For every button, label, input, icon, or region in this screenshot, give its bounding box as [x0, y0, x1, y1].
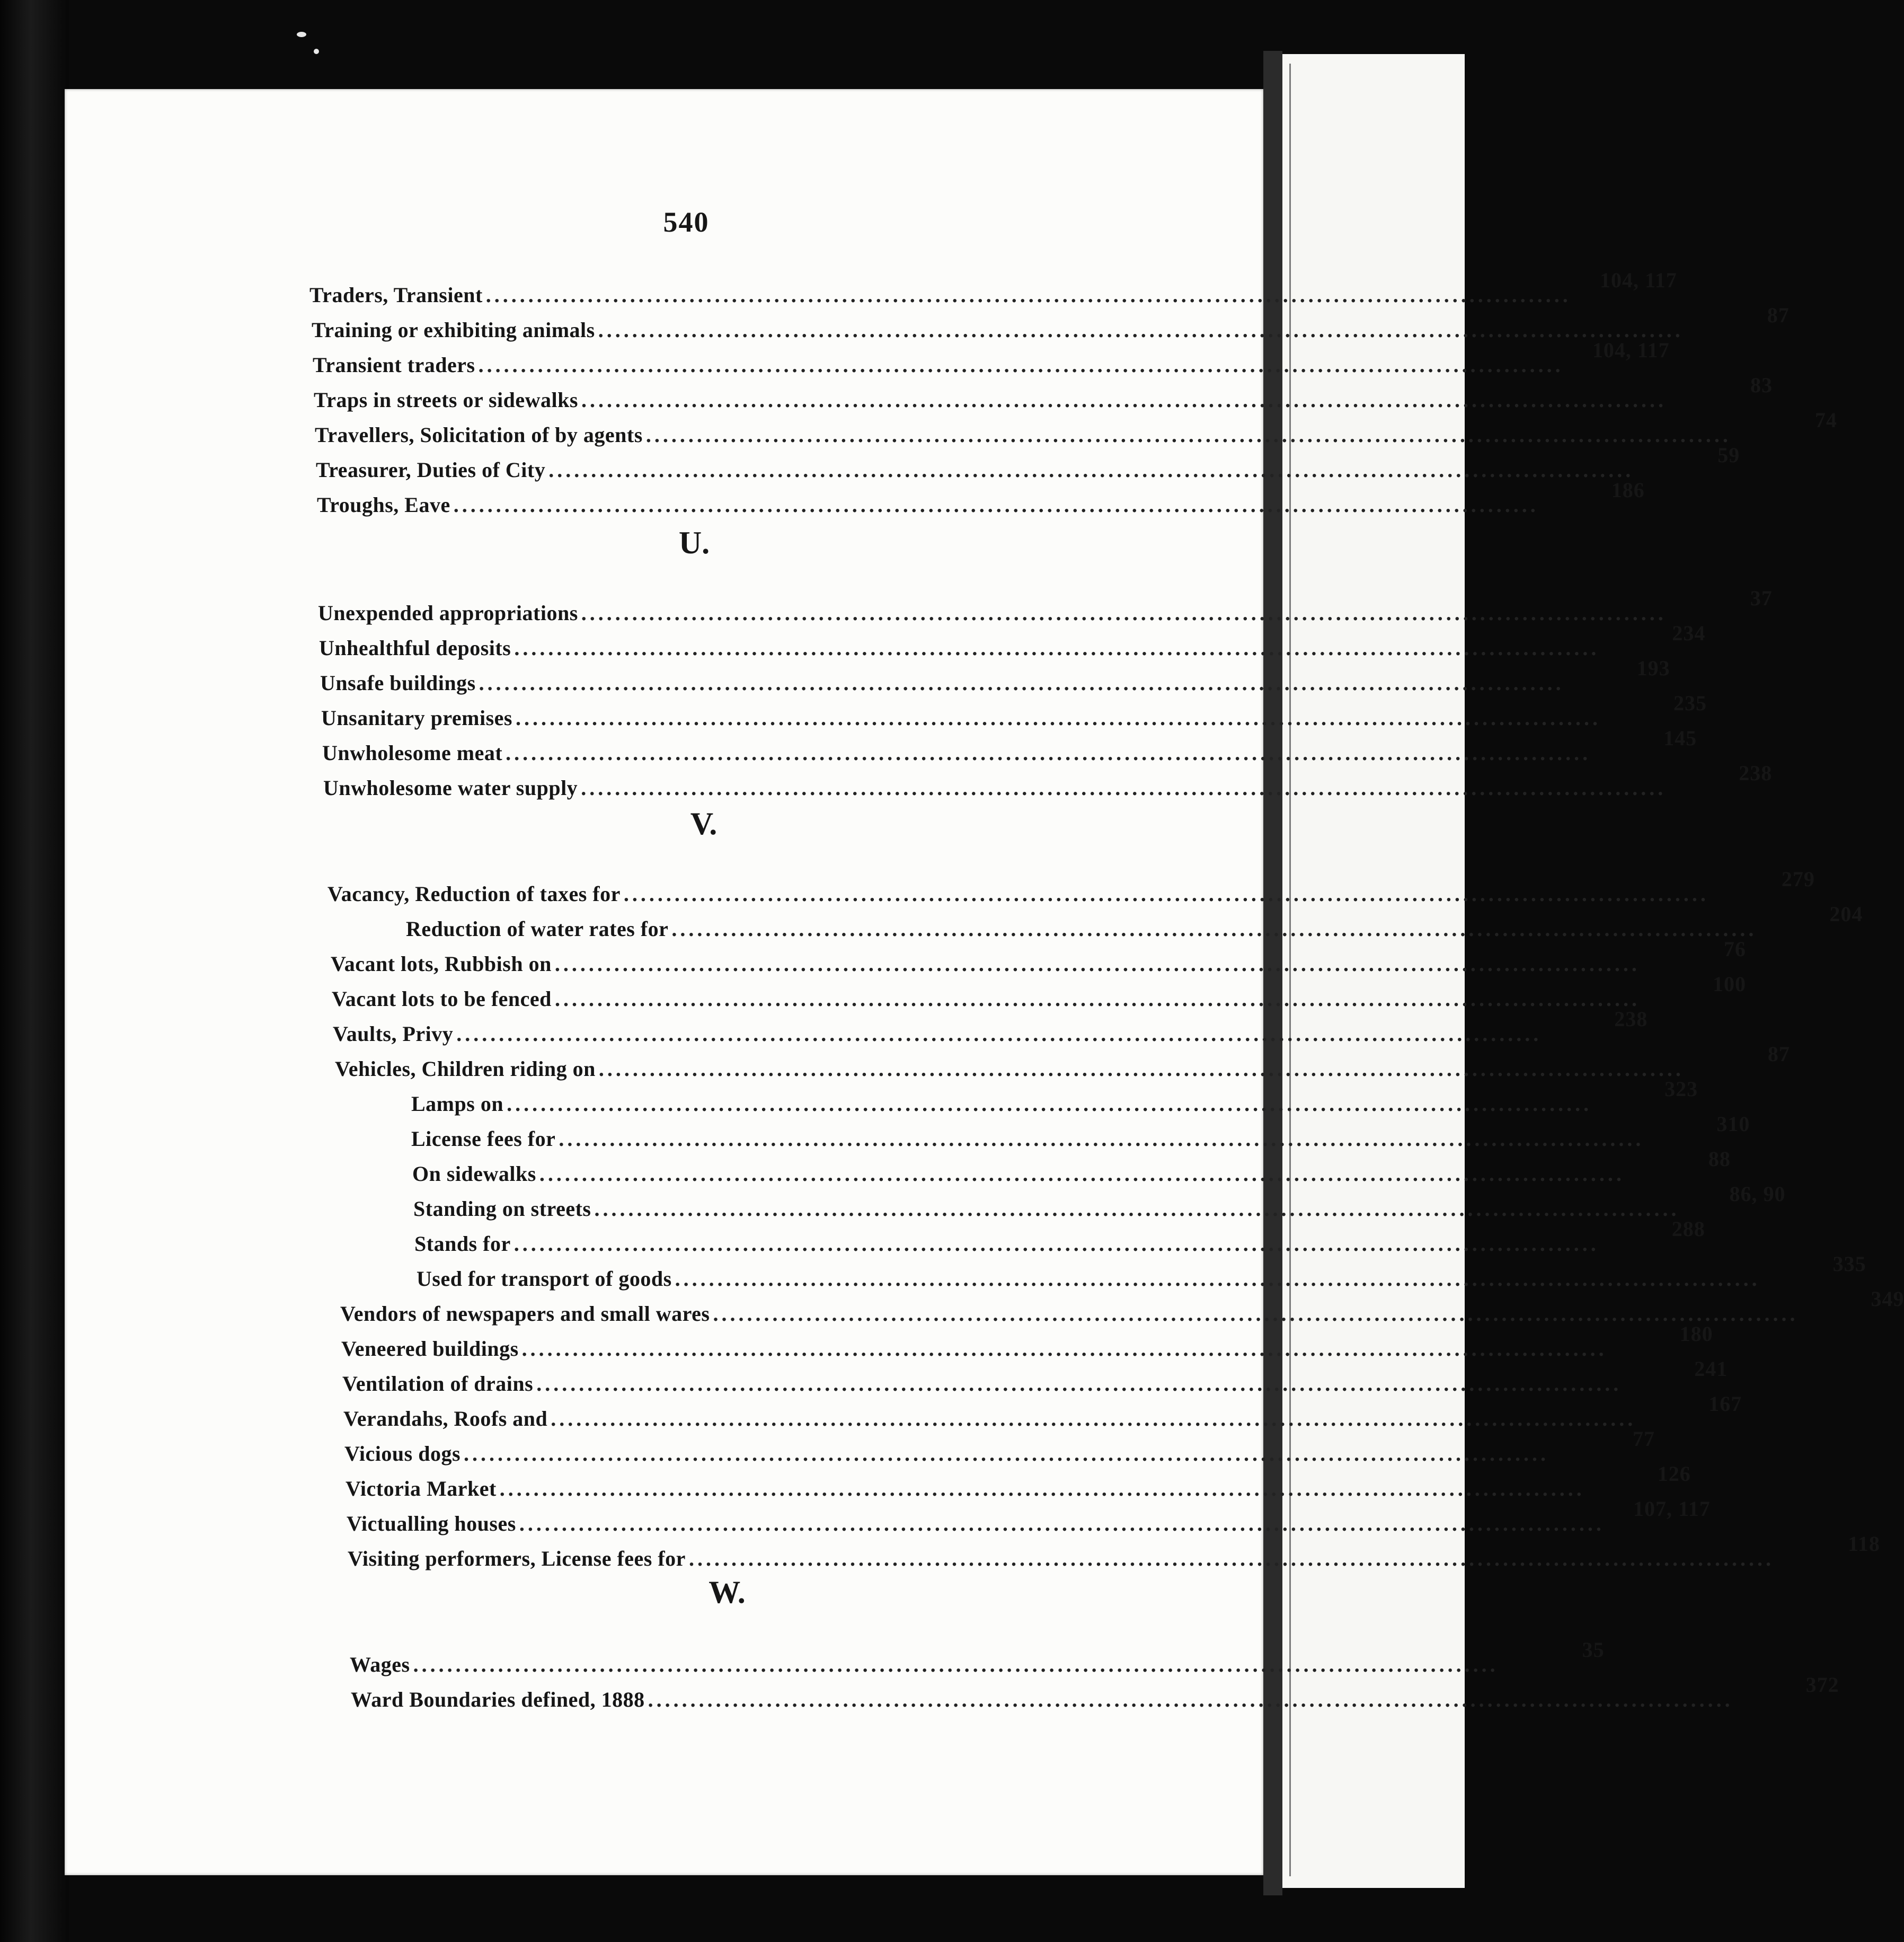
- page-reference: 167: [1708, 1392, 1742, 1416]
- dot-leader: ................................................................................................................................: [594, 1197, 1680, 1221]
- index-term: Traps in streets or sidewalks: [314, 388, 578, 412]
- dot-leader: ................................................................................................................................: [499, 1477, 1585, 1500]
- index-entry: [331, 937, 1746, 976]
- dot-leader: ................................................................................................................................: [581, 776, 1667, 800]
- index-entry: [348, 1532, 1880, 1571]
- dot-leader: ................................................................................................................................: [581, 601, 1667, 625]
- index-entry: [411, 1112, 1750, 1151]
- index-entry: [312, 303, 1790, 342]
- index-term: Vacant lots, Rubbish on: [331, 952, 552, 976]
- index-entry: [414, 1217, 1705, 1256]
- index-term: Unsafe buildings: [320, 671, 476, 695]
- index-entry: [341, 1322, 1713, 1361]
- index-entry: [314, 373, 1773, 412]
- index-term: Traders, Transient: [309, 283, 483, 307]
- dot-leader: ................................................................................................................................: [554, 987, 1640, 1011]
- dot-leader: ................................................................................................................................: [688, 1547, 1774, 1570]
- page-reference: 74: [1814, 408, 1837, 432]
- index-term: Wages: [350, 1653, 410, 1676]
- page-reference: 76: [1723, 937, 1746, 961]
- index-term: Stands for: [414, 1232, 511, 1256]
- dot-leader: ................................................................................................................................: [515, 706, 1601, 730]
- index-entry: [315, 408, 1837, 447]
- dot-leader: ................................................................................................................................: [464, 1442, 1549, 1466]
- dot-leader: ................................................................................................................................: [548, 458, 1634, 482]
- page-number: 540: [663, 206, 710, 238]
- page-reference: 180: [1679, 1322, 1713, 1346]
- index-term: Unhealthful deposits: [319, 636, 511, 660]
- dot-leader: ................................................................................................................................: [598, 318, 1684, 342]
- scan-speck: [297, 32, 306, 37]
- index-term: Vaults, Privy: [333, 1022, 454, 1046]
- page-reference: 87: [1767, 303, 1790, 327]
- index-term: Transient traders: [313, 353, 475, 377]
- index-entry: [320, 656, 1670, 695]
- dot-leader: ................................................................................................................................: [485, 283, 1571, 307]
- page-reference: 238: [1739, 761, 1773, 785]
- index-entry: [319, 621, 1706, 660]
- index-term: Unsanitary premises: [321, 706, 512, 730]
- page-reference: 126: [1657, 1462, 1691, 1486]
- index-entry: [321, 691, 1707, 730]
- index-entry: [318, 586, 1773, 625]
- dot-leader: ................................................................................................................................: [513, 1232, 1599, 1256]
- page-reference: 118: [1848, 1532, 1880, 1556]
- index-term: Vacant lots to be fenced: [332, 987, 552, 1011]
- index-term: Standing on streets: [413, 1197, 591, 1221]
- page-reference: 35: [1582, 1638, 1605, 1662]
- page-reference: 288: [1671, 1217, 1705, 1241]
- dot-leader: ................................................................................................................................: [559, 1127, 1644, 1151]
- scan-spine-shadow: [0, 0, 69, 1942]
- page-reference: 234: [1672, 621, 1706, 645]
- page-reference: 100: [1712, 972, 1746, 996]
- index-entry: [327, 867, 1815, 906]
- dot-leader: ................................................................................................................................: [713, 1302, 1799, 1326]
- dot-leader: ................................................................................................................................: [521, 1337, 1607, 1361]
- dot-leader: ................................................................................................................................: [675, 1267, 1760, 1291]
- dot-leader: ................................................................................................................................: [479, 671, 1564, 695]
- section-letter-v: V.: [690, 806, 718, 841]
- index-term: Verandahs, Roofs and: [343, 1407, 548, 1431]
- index-term: Ventilation of drains: [342, 1372, 534, 1396]
- dot-leader: ................................................................................................................................: [671, 917, 1757, 941]
- index-entry: [346, 1462, 1691, 1501]
- page-reference: 83: [1750, 373, 1773, 397]
- index-entry: [316, 443, 1740, 482]
- dot-leader: ................................................................................................................................: [507, 1092, 1592, 1116]
- page-reference: 323: [1664, 1077, 1698, 1101]
- page-reference: 104, 117: [1599, 268, 1677, 292]
- index-term: Victoria Market: [346, 1477, 497, 1500]
- dot-leader: ................................................................................................................................: [413, 1653, 1499, 1676]
- page-reference: 238: [1614, 1007, 1648, 1031]
- dot-leader: ................................................................................................................................: [519, 1512, 1605, 1535]
- index-term: Ward Boundaries defined, 1888: [351, 1688, 645, 1711]
- index-entry: [350, 1638, 1605, 1677]
- index-term: Vendors of newspapers and small wares: [340, 1302, 710, 1326]
- dot-leader: ................................................................................................................................: [478, 353, 1564, 377]
- index-entry: [323, 761, 1773, 800]
- index-entry: [309, 268, 1677, 307]
- index-entry: [413, 1182, 1786, 1221]
- index-entry: [417, 1252, 1866, 1291]
- index-term: Unwholesome meat: [322, 741, 503, 765]
- page-reference: 145: [1663, 726, 1697, 750]
- page-reference: 372: [1805, 1673, 1839, 1697]
- index-entry: [347, 1497, 1711, 1536]
- index-entry: [344, 1427, 1655, 1466]
- index-entry: [332, 972, 1746, 1011]
- dot-leader: ................................................................................................................................: [598, 1057, 1684, 1081]
- page-reference: 310: [1716, 1112, 1750, 1136]
- dot-leader: ................................................................................................................................: [514, 636, 1600, 660]
- dot-leader: ................................................................................................................................: [536, 1372, 1622, 1396]
- page-reference: 104, 117: [1592, 338, 1670, 362]
- index-term: Unexpended appropriations: [318, 601, 578, 625]
- index-term: Vehicles, Children riding on: [335, 1057, 596, 1081]
- page-reference: 107, 117: [1633, 1497, 1711, 1521]
- index-entry: [313, 338, 1670, 377]
- dot-leader: ................................................................................................................................: [623, 882, 1709, 906]
- page-reference: 241: [1694, 1357, 1728, 1381]
- dot-leader: ................................................................................................................................: [648, 1688, 1733, 1711]
- index-term: Travellers, Solicitation of by agents: [315, 423, 643, 447]
- index-entry: [322, 726, 1697, 765]
- index-entry: [406, 902, 1863, 941]
- index-term: Veneered buildings: [341, 1337, 519, 1361]
- index-term: Unwholesome water supply: [323, 776, 578, 800]
- page-reference: 37: [1750, 586, 1773, 610]
- index-term: Troughs, Eave: [317, 493, 450, 517]
- index-entry: [411, 1077, 1698, 1116]
- dot-leader: ................................................................................................................................: [453, 493, 1539, 517]
- page-reference: 86, 90: [1729, 1182, 1786, 1206]
- page-reference: 77: [1633, 1427, 1655, 1451]
- index-term: Training or exhibiting animals: [312, 318, 595, 342]
- page-reference: 186: [1611, 478, 1645, 502]
- page-reference: 279: [1781, 867, 1815, 891]
- dot-leader: ................................................................................................................................: [581, 388, 1667, 412]
- index-term: Used for transport of goods: [417, 1267, 672, 1291]
- index-entry: [412, 1147, 1731, 1186]
- index-entry: [342, 1357, 1728, 1396]
- index-term: Treasurer, Duties of City: [316, 458, 546, 482]
- section-letter-w: W.: [709, 1575, 746, 1610]
- dot-leader: ................................................................................................................................: [554, 952, 1640, 976]
- index-entry: [335, 1042, 1790, 1081]
- index-entry: [343, 1392, 1742, 1431]
- page-reference: 335: [1832, 1252, 1866, 1276]
- index-term: Reduction of water rates for: [406, 917, 669, 941]
- scan-speck: [314, 49, 319, 54]
- index-term: Vicious dogs: [344, 1442, 461, 1466]
- page-reference: 88: [1708, 1147, 1731, 1171]
- dot-leader: ................................................................................................................................: [506, 741, 1591, 765]
- index-term: On sidewalks: [412, 1162, 536, 1186]
- dot-leader: ................................................................................................................................: [456, 1022, 1542, 1046]
- index-entry: [340, 1287, 1904, 1326]
- index-entry: [351, 1673, 1839, 1712]
- page-reference: 204: [1829, 902, 1863, 926]
- index-term: Victualling houses: [347, 1512, 516, 1535]
- dot-leader: ................................................................................................................................: [645, 423, 1731, 447]
- dot-leader: ................................................................................................................................: [539, 1162, 1625, 1186]
- index-entry: [333, 1007, 1648, 1046]
- dot-leader: ................................................................................................................................: [551, 1407, 1636, 1431]
- index-term: License fees for: [411, 1127, 556, 1151]
- page-reference: 349: [1871, 1287, 1904, 1311]
- index-term: Vacancy, Reduction of taxes for: [327, 882, 621, 906]
- page-reference: 193: [1636, 656, 1670, 680]
- index-term: Lamps on: [411, 1092, 504, 1116]
- page-reference: 87: [1767, 1042, 1790, 1066]
- index-entry: [317, 478, 1645, 517]
- section-letter-u: U.: [678, 525, 710, 560]
- page-reference: 59: [1717, 443, 1740, 467]
- index-term: Visiting performers, License fees for: [348, 1547, 686, 1570]
- page-reference: 235: [1673, 691, 1707, 715]
